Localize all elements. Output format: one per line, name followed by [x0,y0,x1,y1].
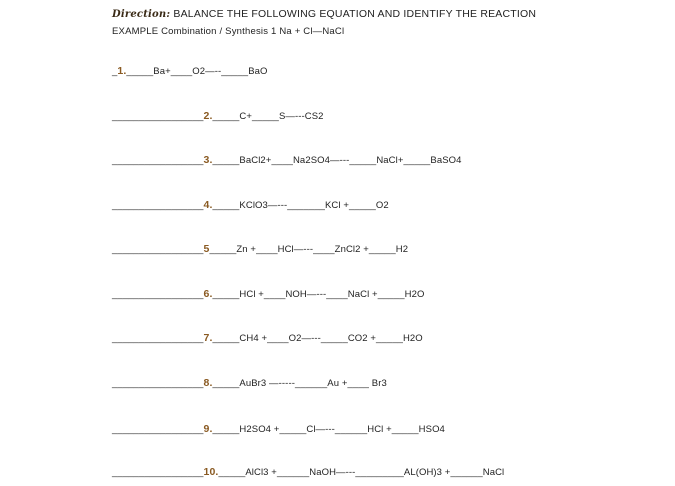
question-number: 7. [203,332,213,344]
answer-blank[interactable]: _________________ [112,200,204,211]
question-number: 4. [203,199,213,211]
equation: _____AuBr3 —-----______Au +____ Br3 [212,378,387,389]
equation: _____AlCl3 +______NaOH—---_________AL(OH)3 +______NaCl [218,467,505,478]
answer-blank[interactable]: _ [112,66,118,77]
question-9 [112,423,445,435]
question-number: 8. [203,377,213,389]
question-number: 1. [117,65,127,77]
question-number: 9. [203,423,213,435]
equation: _____BaCl2+____Na2SO4—---_____NaCl+_____BaSO4 [212,155,462,166]
equation: _____CH4 +____O2—---_____CO2 +_____H2O [212,333,423,344]
answer-blank[interactable]: _________________ [112,111,204,122]
question-7 [112,332,423,344]
question-number: 2. [203,110,213,122]
equation: _____KClO3—---_______KCl +_____O2 [212,200,389,211]
question-number: 6. [203,288,213,300]
question-8 [112,377,387,389]
answer-blank[interactable]: _________________ [112,333,204,344]
equation: _____HCl +____NOH—---____NaCl +_____H2O [212,289,425,300]
equation: _____Zn +____HCl—---____ZnCl2 +_____H2 [209,244,409,255]
answer-blank[interactable]: _________________ [112,467,204,478]
question-6 [112,288,424,300]
question-5 [112,243,408,255]
answer-blank[interactable]: _________________ [112,244,204,255]
equation: _____C+_____S—---CS2 [212,111,324,122]
answer-blank[interactable]: _________________ [112,289,204,300]
direction-text: BALANCE THE FOLLOWING EQUATION AND IDENTIFY THE REACTION [170,8,537,20]
example-line: EXAMPLE Combination / Synthesis 1 Na + Cl—NaCl [112,26,345,37]
question-1 [112,65,268,77]
question-10 [112,466,504,478]
question-3 [112,154,462,166]
question-number: 5 [203,243,210,255]
answer-blank[interactable]: _________________ [112,424,204,435]
question-number: 3. [203,154,213,166]
directions-heading [112,8,536,20]
direction-label: Direction: [112,9,171,20]
question-2 [112,110,324,122]
question-4 [112,199,389,211]
answer-blank[interactable]: _________________ [112,155,204,166]
question-number: 10. [203,466,219,478]
equation: _____Ba+____O2—--_____BaO [126,66,268,77]
equation: _____H2SO4 +_____Cl—---______HCl +_____HSO4 [212,424,445,435]
answer-blank[interactable]: _________________ [112,378,204,389]
